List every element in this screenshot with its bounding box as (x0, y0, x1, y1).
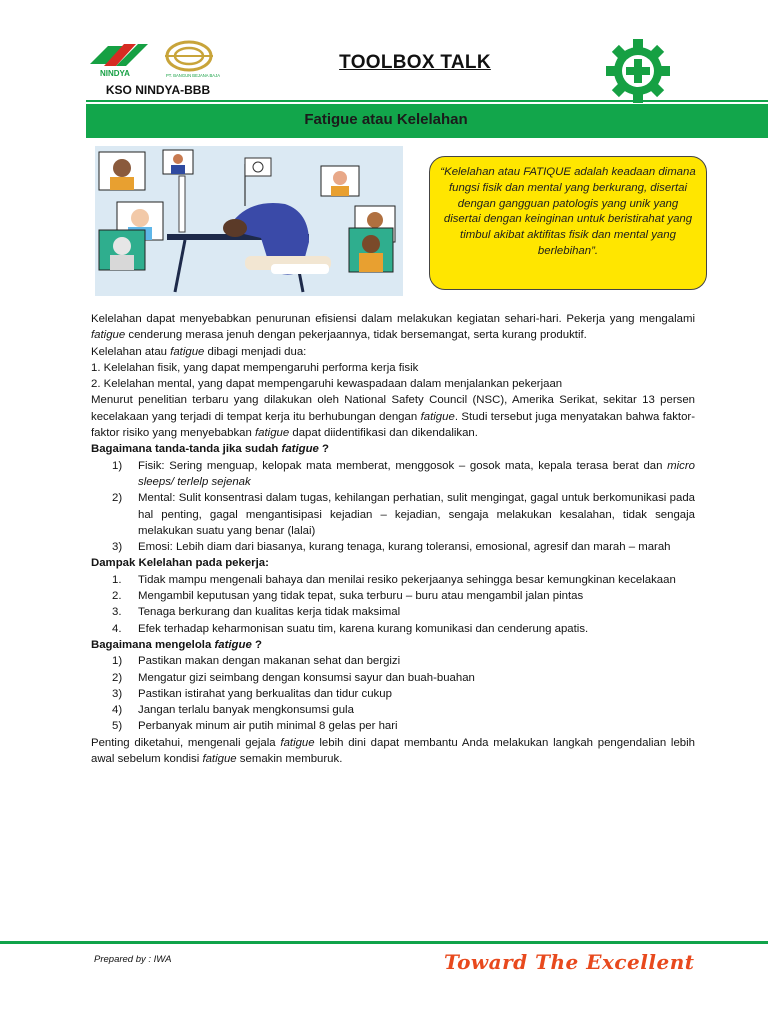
list-item: 3. Tenaga berkurang dan kualitas kerja tidak maksimal (112, 606, 401, 619)
impact-list (91, 572, 695, 637)
footer-slogan: Toward The Excellent (444, 950, 695, 974)
signs-heading: Bagaimana tanda-tanda jika sudah fatigue ? (91, 443, 329, 456)
list-item: 4. Efek terhadap keharmonisan suatu tim, karena kurang komunikasi dan cenderung apatis. (112, 622, 589, 635)
list-item: 1) Pastikan makan dengan makanan sehat dan bergizi (112, 655, 401, 668)
research-paragraph: Menurut penelitian terbaru yang dilakukan oleh National Safety Council (NSC), Amerika Serikat, sekitar 13 persen kecelakaan yang terjadi di tempat kerja itu berhubungan dengan fatigue. Studi tersebut juga menyatakan bahwa faktor-faktor risiko yang menyebabkan fatigue dapat diidentifikasi dan dikendalikan. (91, 394, 695, 440)
company-label: KSO NINDYA-BBB (105, 83, 211, 97)
prepared-by: Prepared by : IWA (94, 954, 172, 965)
closing-paragraph: Penting diketahui, mengenali gejala fatigue lebih dini dapat membantu Anda melakukan langkah pengendalian lebih awal sebelum kondisi fatigue semakin memburuk. (91, 736, 695, 766)
header-divider (86, 100, 768, 102)
safety-cross-gear-icon (604, 37, 672, 105)
definition-quote-box: “Kelelahan atau FATIQUE adalah keadaan dimana fungsi fisik dan mental yang berkurang, disertai dengan gangguan patologis yang unik yang disertai dengan keinginan untuk beristirahat yang timbul akibat aktifitas fisik dan mental yang berlebihan”. (429, 156, 707, 290)
page-title: TOOLBOX TALK (339, 52, 491, 73)
impact-heading: Dampak Kelelahan pada pekerja: (91, 557, 269, 570)
list-item: 2) Mengatur gizi seimbang dengan konsumsi sayur dan buah-buahan (112, 671, 475, 684)
list-item: 2) Mental: Sulit konsentrasi dalam tugas, kehilangan perhatian, sulit mengingat, gagal untuk berkomunikasi pada hal penting, gagal mengantisipasi kejadian – kejadian, sengaja melakukan kesalahan, tidak sengaja melakukan suatu yang benar (lalai) (112, 492, 695, 537)
list-item: 2. Mengambil keputusan yang tidak tepat, suka terburu – buru atau mengambil jalan pintas (112, 590, 584, 603)
list-item: 1. Tidak mampu mengenali bahaya dan menilai resiko pekerjaanya sehingga besar kemungkinan kecelakaan (112, 573, 676, 586)
manage-list (91, 653, 695, 734)
list-item: 3) Pastikan istirahat yang berkualitas dan tidur cukup (112, 687, 392, 700)
list-item: 3) Emosi: Lebih diam dari biasanya, kurang tenaga, kurang toleransi, emosional, agresif dan marah – marah (112, 541, 671, 554)
nindya-logo-text: NINDYA (100, 69, 130, 78)
list-item: 1) Fisik: Sering menguap, kelopak mata memberat, menggosok – gosok mata, kepala terasa berat dan micro sleeps/ terlelp sejenak (112, 459, 695, 488)
list-item: 4) Jangan terlalu banyak mengkonsumsi gula (112, 704, 354, 717)
nindya-bbb-logo (86, 36, 228, 86)
fatigue-type-mental: 2. Kelelahan mental, yang dapat mempengaruhi kewaspadaan dalam menjalankan pekerjaan (91, 378, 563, 391)
footer-divider (0, 941, 768, 944)
article-body (91, 311, 695, 767)
bbb-logo-text: PT. BANGUN BEJANA BAJA (166, 73, 220, 78)
signs-list (91, 458, 695, 556)
intro-paragraph: Kelelahan dapat menyebabkan penurunan efisiensi dalam melakukan kegiatan sehari-hari. Pekerja yang mengalami fatigue cenderung merasa jenuh dengan pekerjaannya, tidak bersemangat, serta kurang produktif. (91, 313, 695, 342)
manage-heading: Bagaimana mengelola fatigue ? (91, 638, 262, 651)
list-item: 5) Perbanyak minum air putih minimal 8 gelas per hari (112, 720, 398, 733)
topic-title: Fatigue atau Kelelahan (304, 111, 468, 128)
fatigue-types-intro: Kelelahan atau fatigue dibagi menjadi dua: (91, 345, 307, 358)
fatigue-type-physical: 1. Kelelahan fisik, yang dapat mempengaruhi performa kerja fisik (91, 361, 419, 374)
fatigue-illustration (95, 146, 403, 296)
